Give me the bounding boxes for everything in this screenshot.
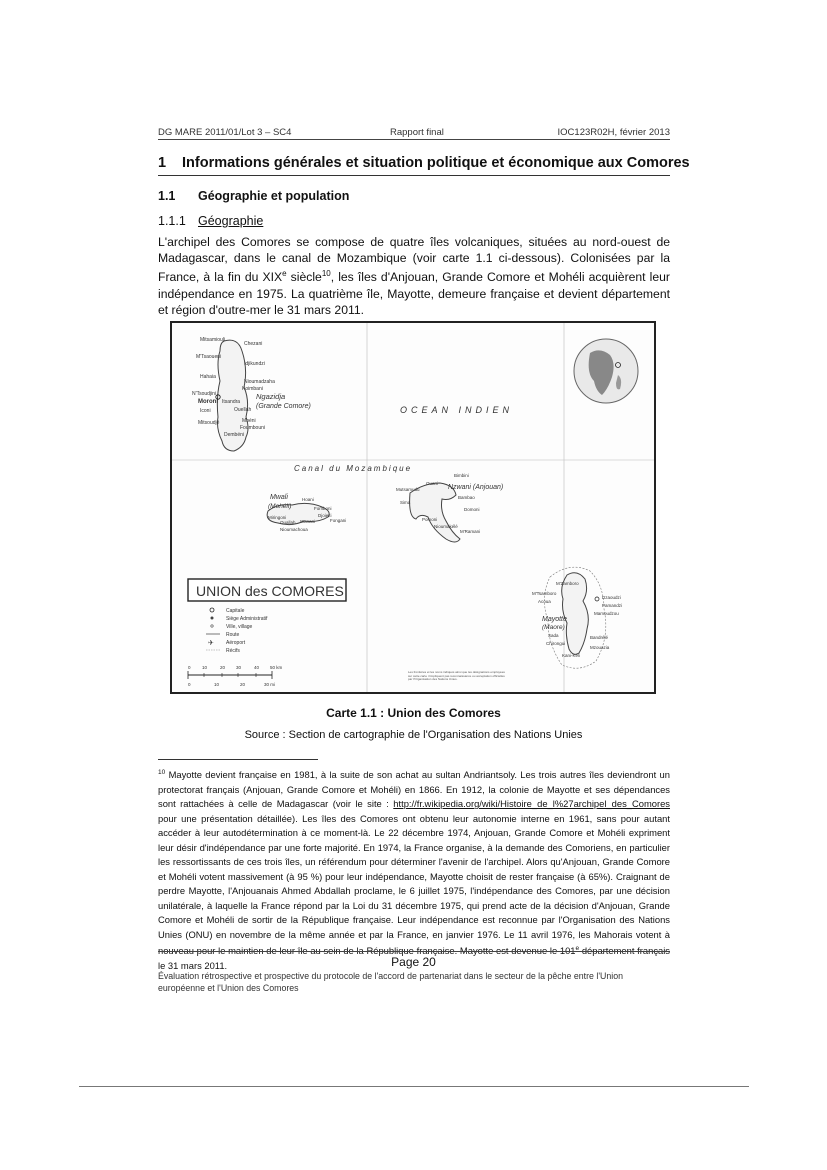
map-disclaimer-box [408,671,508,691]
scale-label: 10 [214,682,220,687]
paragraph-text: siècle [286,270,322,285]
town-label: Idjikundzi [244,361,265,367]
header-right: IOC123R02H, février 2013 [557,127,670,138]
town-label: Chezani [244,341,263,347]
town-label: N'Tsoudjini [192,391,217,397]
page-bottom-rule [79,1086,749,1087]
canal-label: Canal du Mozambique [294,464,413,473]
town-label: Foumbouni [240,425,266,431]
legend-label: Aéroport [226,640,246,646]
town-label: Hoani [302,497,314,502]
figure-caption: Carte 1.1 : Union des Comores [326,706,501,720]
town-label: M'Zamboro [556,581,579,586]
globe-inset [574,339,638,403]
comoros-map [170,321,656,694]
body-paragraph [158,234,670,318]
figure-source: Source : Section de cartographie de l'Organisation des Nations Unies [244,729,583,741]
town-label: Ouallah [280,520,296,525]
town-label: Iconi [200,408,211,414]
map-title-box [188,579,346,601]
section-number: 1.1.1 [158,214,186,228]
town-label: Sima [400,500,411,505]
section-heading-1 [158,155,690,171]
town-label: Nioumachoua [280,527,308,532]
scale-label: 30 [236,665,242,670]
town-label: Wanani [300,519,316,524]
scale-label: 0 [188,665,191,670]
town-label: Dzaoudzi [602,595,621,600]
town-label: Moroni [198,399,218,405]
town-label: Itsandra [222,399,241,405]
town-label: Ouani [426,481,439,486]
legend-label: Route [226,632,240,638]
legend-label: Capitale [226,608,245,614]
section-heading-1-1 [158,189,349,203]
footer-rule [158,951,670,952]
section-heading-1-1-1 [158,214,263,228]
footnote-marker: 10 [158,769,166,776]
town-label: M'Tsaoueni [196,354,222,360]
town-label: Sada [548,633,559,638]
town-label: Chirongui [546,641,566,646]
scale-bar [188,665,283,687]
town-label: M'Tsamboro [532,591,557,596]
map-legend [206,608,268,654]
scale-label: 0 [188,682,191,687]
section-heading-rule [158,175,670,176]
town-label: Mbéni [242,418,256,424]
town-label: Acoua [538,599,551,604]
footnote-text: département français le 31 mars 2011. [158,945,670,971]
town-label: Bandrélé [590,635,609,640]
town-label: M'Ramani [460,529,481,534]
town-label: Miringoni [268,515,287,520]
ocean-label: OCEAN INDIEN [400,405,514,415]
town-label: Mitsoudjé [198,420,220,426]
map-disclaimer: Les frontières et les noms indiqués ainsi que les désignations employées sur cette carte n'impliquent pas reconnaissance ou acceptation officielles par l'Organisation des Nations Unies. [408,671,505,682]
town-label: Domoni [464,507,480,512]
island-label-mwali: Mwali [270,494,288,501]
legend-label: Siège Administratif [226,616,268,622]
header-rule [158,139,670,140]
paragraph-text: , les îles d'Anjouan, Grande Comore et Mohéli acquièrent leur indépendance en 1975. La quatrième île, Mayotte, demeure française et devient département et région d'outre-mer le 31 mars 2011. [158,270,670,317]
town-label: Dembéni [224,432,245,438]
legend-label: Ville, village [226,624,253,630]
town-label: Ouellah [234,407,252,413]
town-label: Koimbani [242,386,263,392]
scale-label: 40 [254,665,260,670]
town-label: Mutsamudu [396,487,420,492]
scale-label: 20 [240,682,246,687]
header-left: DG MARE 2011/01/Lot 3 – SC4 [158,127,292,138]
section-title: Géographie [198,214,264,228]
town-label: Fongani [330,518,347,523]
island-label-grande-comore: (Grande Comore) [256,403,311,410]
town-label: Bimbini [454,473,469,478]
town-label: Nioumakélé [434,524,458,529]
header-center: Rapport final [390,127,444,138]
paragraph-text: L'archipel des Comores se compose de quatre îles volcaniques, situées au nord-ouest de Madagascar, dans le canal de Mozambique (voir carte 1.1 ci-dessous). Colonisées par la France, à la fin du XIX [158,235,670,285]
footnote-text: pour une présentation détaillée). Les îles des Comores ont obtenu leur autonomie interne en 1961, sans pour autant accéder à leur autodétermination à ce moment-là. Le 22 décembre 1974, Anjouan, Grande Comore et Mohéli expriment leur désir d'indépendance par une forte majorité. En 1974, la France organise, à la demande des Comoriens, en particulier les ressortissants de ces trois îles, un référendum pour déterminer l'avenir de l'archipel. Alors qu'Anjouan, Grande Comore et Mohéli votent massivement (à 95 %) pour leur indépendance, Mayotte choisit de rester française (à 65%). Craignant de perdre Mayotte, l'Anjouanais Ahmed Abdallah proclame, le 6 juillet 1975, l'indépendance des Comores, par une décision unilatérale, à laquelle la France répond par la Loi du 31 décembre 1975, qui prend acte de la décision d'Anjouan, Grande Comore et Mohéli de sortir de la République française. Leur indépendance est reconnue par l'Organisation des Nations Unies (ONU) en novembre de la même année et par la France, en janvier 1976. Le 11 avril 1976, les Mahorais votent à nouveau pour le maintien de leur île au sein de la République française. Mayotte est devenue le 101 [158,812,670,957]
town-label: Mitsamiouli [200,337,226,343]
footnote-text: Mayotte devient française en 1981, à la suite de son achat au sultan Andriantsoly. Les trois autres îles deviendront un protectorat français (Anjouan, Grande Comore et Mohéli) en 1866. En 1912, la colonie de Mayotte et ses dépendances sont rattachées à celle de Madagascar (voir le site : [158,769,670,810]
town-label: Bambao [458,495,475,500]
superscript: e [282,269,287,279]
footnote-separator [158,759,318,760]
town-label: Mamoudzou [594,611,619,616]
island-label-moheli: (Mohéli) [268,503,292,510]
town-label: Mzouazia [590,645,610,650]
town-label: Nioumadzaha [244,379,275,385]
airport-icon: ✈ [208,640,214,647]
island-label-anjouan: Nzwani (Anjouan) [448,484,504,491]
section-title: Géographie et population [198,189,350,203]
scale-label: 50 km [270,665,283,670]
legend-label: Récifs [226,648,240,654]
footnote-ref[interactable]: 10 [321,269,331,279]
section-number: 1 [158,155,167,171]
section-title: Informations générales et situation politique et économique aux Comores [182,155,690,171]
island-label-mayotte: Mayotte [542,616,567,623]
town-label: Fomboni [314,506,332,511]
section-number: 1.1 [158,189,176,203]
map-title: UNION des COMORES [196,583,344,599]
running-footer: Évaluation rétrospective et prospective du protocole de l'accord de partenariat dans le secteur de la pêche entre l'Union européenne et l'Union des Comores [158,971,623,993]
superscript: e [575,945,580,953]
scale-label: 20 [220,665,226,670]
town-label: Hahaia [200,374,216,380]
town-label: Pamandzi [602,603,623,608]
map-figure [172,323,654,692]
scale-label: 10 [202,665,208,670]
footnote [158,766,670,973]
town-label: Kani-Kéli [562,653,581,658]
scale-label: 30 mi [264,682,276,687]
footnote-link[interactable]: http://fr.wikipedia.org/wiki/Histoire_de_l%27archipel_des_Comores [393,798,670,810]
town-label: Djoiezi [318,513,332,518]
town-label: Pomoni [422,517,438,522]
page-number: Page 20 [391,955,436,969]
island-label-ngazidja: Ngazidja [256,392,286,401]
island-label-maore: (Maore) [542,624,565,631]
